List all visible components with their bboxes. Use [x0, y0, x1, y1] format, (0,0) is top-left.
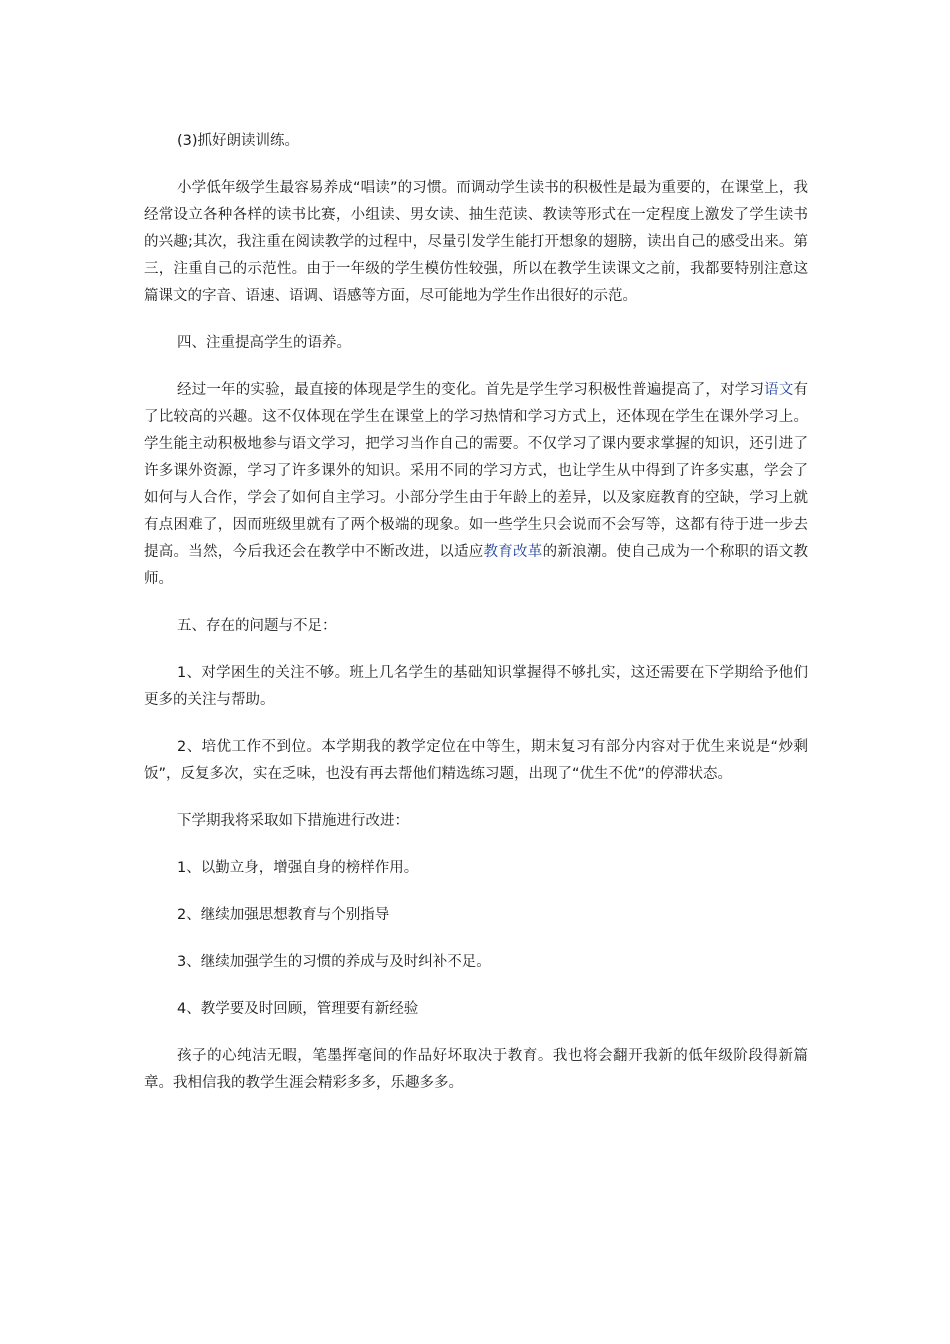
paragraph-text-segment: 的新浪潮。使自己成为一个称职的语文教师。 [144, 544, 809, 587]
paragraph-reading-habits: 小学低年级学生最容易养成“唱读”的习惯。而调动学生读书的积极性是最为重要的，在课堂上，我经常设立各种各样的读书比赛，小组读、男女读、抽生范读、教读等形式在一定程度上激发了学生读书的兴趣;其次，我注重在阅读教学的过程中，尽量引发学生能打开想象的翅膀，读出自己的感受出来。第三，注重自己的示范性。由于一年级的学生模仿性较强，所以在教学生读课文之前，我都要特别注意这篇课文的字音、语速、语调、语感等方面，尽可能地为学生作出很好的示范。 [144, 180, 808, 304]
closing-paragraph: 孩子的心纯洁无暇，笔墨挥毫间的作品好坏取决于教育。我也将会翻开我新的低年级阶段得新篇章。我相信我的教学生涯会精彩多多，乐趣多多。 [144, 1048, 808, 1091]
problem-item-2: 2、培优工作不到位。本学期我的教学定位在中等生，期末复习有部分内容对于优生来说是“炒剩饭”，反复多次，实在乏味，也没有再去帮他们精选练习题，出现了“优生不优”的停滞状态。 [144, 739, 808, 782]
measure-item-2: 2、继续加强思想教育与个别指导 [177, 907, 390, 923]
section-heading-problems: 五、存在的问题与不足： [177, 618, 337, 634]
section-heading-reading-training: (3)抓好朗读训练。 [177, 133, 300, 149]
paragraph-text-segment: 有了比较高的兴趣。这不仅体现在学生在课堂上的学习热情和学习方式上，还体现在学生在课外学习上。学生能主动积极地参与语文学习，把学习当作自己的需要。不仅学习了课内要求掌握的知识，还引进了许多课外资源，学习了许多课外的知识。采用不同的学习方式，也让学生从中得到了许多实惠，学会了如何与人合作，学会了如何自主学习。小部分学生由于年龄上的差异，以及家庭教育的空缺，学习上就有点困难了，因而班级里就有了两个极端的现象。如一些学生只会说而不会写等，这都有待于进一步去提高。当然，今后我还会在教学中不断改进，以适应 [144, 382, 808, 560]
link-chinese-language[interactable]: 语文 [764, 382, 794, 398]
measure-item-1: 1、以勤立身，增强自身的榜样作用。 [177, 860, 419, 876]
problem-item-1: 1、对学困生的关注不够。班上几名学生的基础知识掌握得不够扎实，这还需要在下学期给予他们更多的关注与帮助。 [144, 665, 808, 708]
link-education-reform[interactable]: 教育改革 [483, 544, 543, 560]
section-heading-literacy: 四、注重提高学生的语养。 [177, 335, 351, 351]
measures-intro: 下学期我将采取如下措施进行改进： [177, 813, 409, 829]
paragraph-text-segment: 经过一年的实验，最直接的体现是学生的变化。首先是学生学习积极性普遍提高了，对学习 [177, 382, 765, 398]
document-body [144, 128, 808, 1097]
measure-item-4: 4、教学要及时回顾，管理要有新经验 [177, 1001, 419, 1017]
measure-item-3: 3、继续加强学生的习惯的养成与及时纠补不足。 [177, 954, 491, 970]
paragraph-experiment-results [144, 377, 808, 593]
